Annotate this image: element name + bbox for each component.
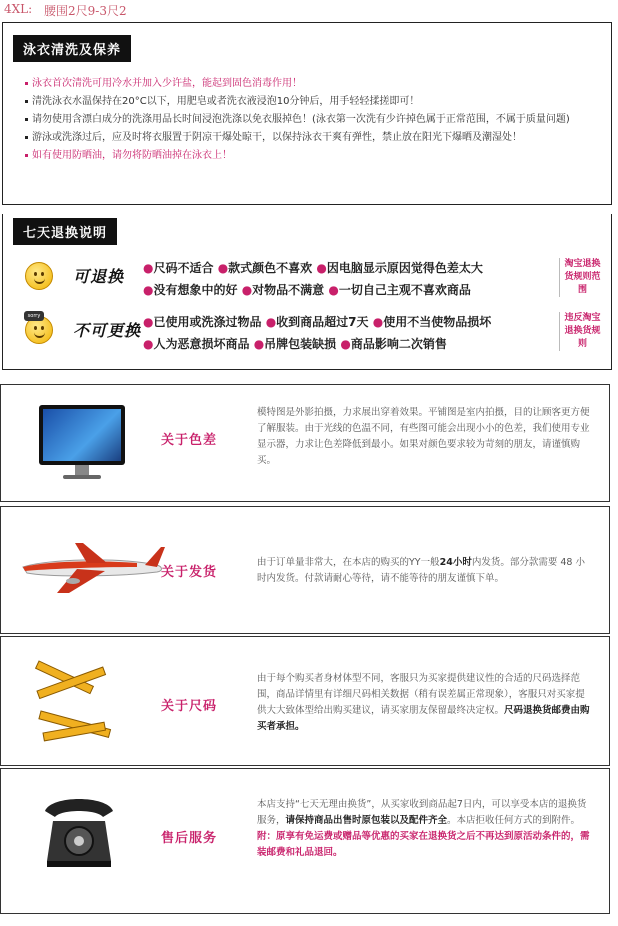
non-returnable-row <box>19 308 609 360</box>
care-section <box>2 22 612 205</box>
care-list <box>25 75 600 165</box>
ruler-icon <box>29 651 125 747</box>
airplane-icon <box>17 529 167 599</box>
reason: 使用不当使物品损坏 <box>383 315 492 329</box>
monitor-icon <box>39 405 125 481</box>
care-item: 泳衣首次清洗可用冷水并加入少许盐，能起到固色消毒作用！ <box>25 75 600 93</box>
telephone-icon <box>41 791 117 871</box>
care-item: 请勿使用含漂白成分的洗涤用品长时间浸泡洗涤以免衣服掉色！(泳衣第一次洗有少许掉色属于正常范围，不属于质量问题) <box>25 111 600 129</box>
reason: 因电脑显示原因觉得色差太大 <box>326 261 483 275</box>
non-returnable-label: 不可更换 <box>73 321 142 340</box>
sorry-hat: sorry <box>24 311 44 321</box>
size-value: 腰围2尺9-3尺2 <box>44 4 127 18</box>
sizing-panel <box>0 636 610 766</box>
returnable-reasons <box>143 257 559 301</box>
returnable-row <box>19 254 609 306</box>
reason: 已使用或洗涤过物品 <box>153 315 262 329</box>
reason: 尺码不适合 <box>153 261 214 275</box>
reason: 商品影响二次销售 <box>350 337 447 351</box>
reason-line: ●尺码不适合 ●款式颜色不喜欢 ●因电脑显示原因觉得色差太大 <box>143 261 483 275</box>
care-item: 游泳或洗涤过后，应及时将衣服置于阴凉干爆处晾干，以保持泳衣干爽有弹性，禁止放在阳光下爆晒及潮湿处！ <box>25 129 600 147</box>
sizing-title: 关于尺码 <box>161 699 218 714</box>
reason: 对物品不满意 <box>252 283 325 297</box>
returns-section <box>2 214 612 370</box>
smiley-icon <box>25 262 53 290</box>
color-diff-text: 模特图是外影拍摄，力求展出穿着效果。平铺图是室内拍摄，目的让顾客更方便了解服装。由于光线的色温不同，有些图可能会出现小小的色差，我们使用专业显示器，力求让色差降低到最小。如果对颜色要求较为苛刻的朋友，请谨慎购买。 <box>257 407 590 466</box>
care-item: 如有使用防晒油，请勿将防晒油掉在泳衣上！ <box>25 147 600 165</box>
after-sales-panel <box>0 768 610 914</box>
reason-line: ●人为恶意损坏商品 ●吊牌包装缺损 ●商品影响二次销售 <box>143 337 447 351</box>
after-sales-title: 售后服务 <box>161 831 218 846</box>
size-label: 4XL: <box>4 2 33 16</box>
sorry-face-icon <box>25 313 53 344</box>
care-item: 清洗泳衣水温保持在20°C以下，用肥皂或者洗衣液浸泡10分钟后，用手轻轻揉搓即可！ <box>25 93 600 111</box>
reason: 款式颜色不喜欢 <box>228 261 313 275</box>
returnable-label: 可退换 <box>73 267 125 286</box>
reason-line: ●没有想象中的好 ●对物品不满意 ●一切自己主观不喜欢商品 <box>143 283 471 297</box>
shipping-title: 关于发货 <box>161 565 218 580</box>
color-diff-title: 关于色差 <box>161 433 218 448</box>
reason: 吊牌包装缺损 <box>264 337 337 351</box>
shipping-text: 由于订单量非常大，在本店的购买的YY一般24小时内发货。部分款需要 48 小时内发货。付款请耐心等待，请不能等待的朋友谨慎下单。 <box>257 557 585 584</box>
returns-title: 七天退换说明 <box>13 218 117 245</box>
non-returnable-note: 违反淘宝退换货规则 <box>559 312 601 351</box>
reason: 一切自己主观不喜欢商品 <box>338 283 471 297</box>
color-diff-panel <box>0 384 610 502</box>
reason: 人为恶意损坏商品 <box>153 337 250 351</box>
reason: 没有想象中的好 <box>153 283 238 297</box>
size-line <box>0 0 618 22</box>
shipping-panel <box>0 506 610 634</box>
reason-line: ●已使用或洗涤过物品 ●收到商品超过7天 ●使用不当使物品损坏 <box>143 315 492 329</box>
reason: 收到商品超过7天 <box>276 315 369 329</box>
returnable-note: 淘宝退换货规则范围 <box>559 258 601 297</box>
non-returnable-reasons <box>143 311 559 355</box>
sizing-text: 由于每个购买者身材体型不同，客服只为买家提供建议性的合适的尺码选择范围，商品详情里有详细尺码相关数据（稍有误差属正常现象），客服只对买家提供大大致体型给出购买建议，请买家朋友保留最终决定权。尺码退换货邮费由购买者承担。 <box>257 673 590 732</box>
after-sales-text: 本店支持“七天无理由换货”，从买家收到商品起7日内，可以享受本店的退换货服务，请保持商品出售时原包装以及配件齐全。本店拒收任何方式的到附件。 附：原享有免运费或赠品等优惠的买家在退换货之后不再达到原活动条件的，需装邮费和礼品退回。 <box>257 799 590 858</box>
care-title: 泳衣清洗及保养 <box>13 35 131 62</box>
after-sales-note: 附：原享有免运费或赠品等优惠的买家在退换货之后不再达到原活动条件的，需装邮费和礼品退回。 <box>257 831 590 858</box>
